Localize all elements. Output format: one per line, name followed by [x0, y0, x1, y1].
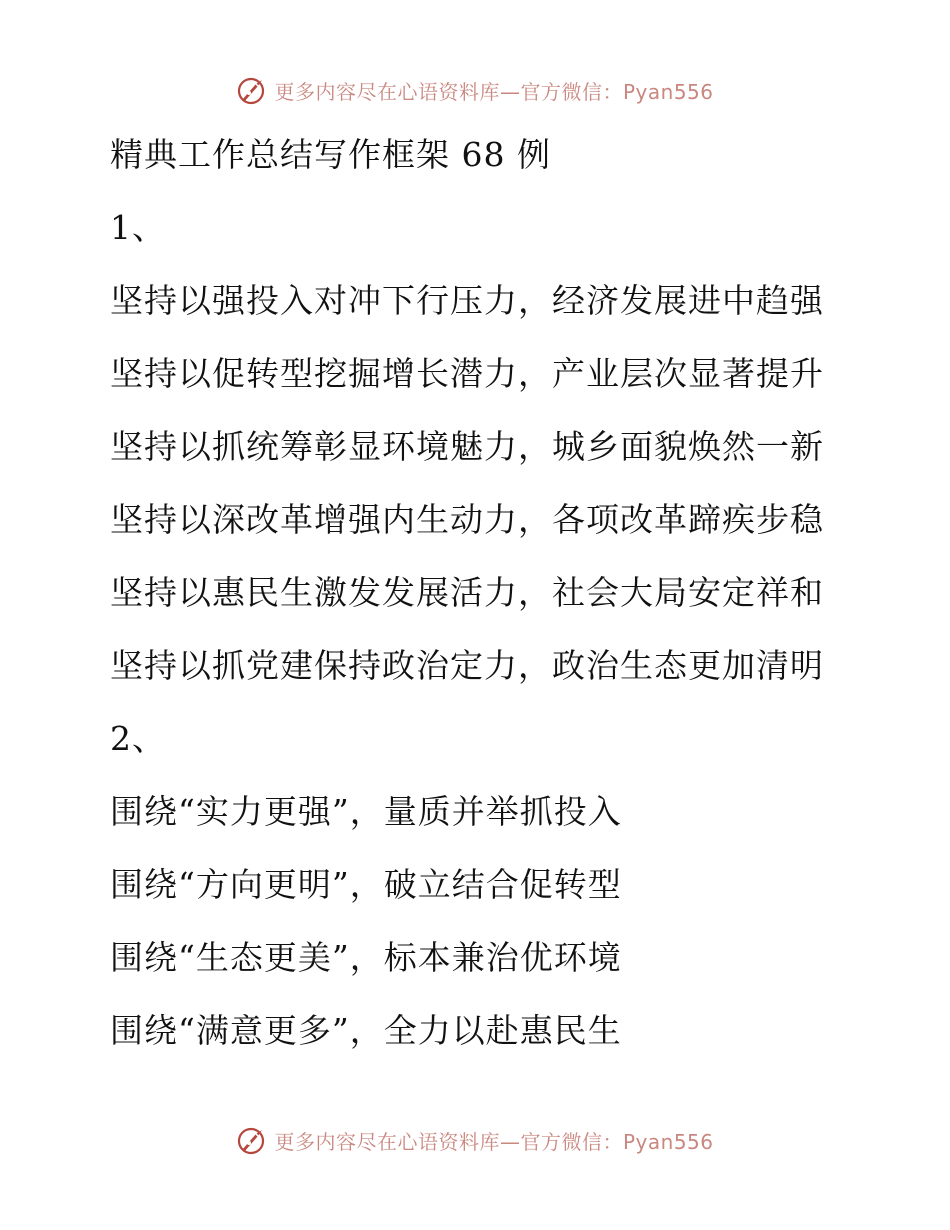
list-item: 围绕“满意更多”，全力以赴惠民生 — [110, 1011, 622, 1050]
watermark-main-text: 更多内容尽在心语资料库 — [274, 1129, 500, 1154]
list-item: 围绕“方向更明”，破立结合促转型 — [110, 865, 622, 904]
header-watermark — [0, 70, 950, 110]
document-body — [110, 118, 910, 1067]
footer-watermark — [0, 1120, 950, 1160]
list-item: 坚持以惠民生激发发展活力，社会大局安定祥和 — [110, 573, 824, 612]
watermark-wechat-id: Pyan556 — [622, 1129, 714, 1154]
watermark-official-text: 官方微信： — [520, 1129, 623, 1154]
watermark-separator: — — [499, 1129, 521, 1154]
document-title: 精典工作总结写作框架 68 例 — [110, 135, 551, 174]
watermark-main-text: 更多内容尽在心语资料库 — [274, 79, 500, 104]
pen-nib-logo-icon — [236, 74, 268, 106]
pen-nib-logo-icon — [236, 1124, 268, 1156]
list-item: 围绕“生态更美”，标本兼治优环境 — [110, 938, 622, 977]
list-item: 围绕“实力更强”，量质并举抓投入 — [110, 792, 622, 831]
list-item: 坚持以抓统筹彰显环境魅力，城乡面貌焕然一新 — [110, 427, 824, 466]
list-item: 坚持以深改革增强内生动力，各项改革蹄疾步稳 — [110, 500, 824, 539]
list-item: 坚持以促转型挖掘增长潜力，产业层次显著提升 — [110, 354, 824, 393]
watermark-official-text: 官方微信： — [520, 79, 623, 104]
section-number: 1、 — [110, 208, 166, 247]
list-item: 坚持以抓党建保持政治定力，政治生态更加清明 — [110, 646, 824, 685]
watermark-wechat-id: Pyan556 — [622, 79, 714, 104]
list-item: 坚持以强投入对冲下行压力，经济发展进中趋强 — [110, 281, 824, 320]
section-number: 2、 — [110, 719, 166, 758]
watermark-separator: — — [499, 79, 521, 104]
